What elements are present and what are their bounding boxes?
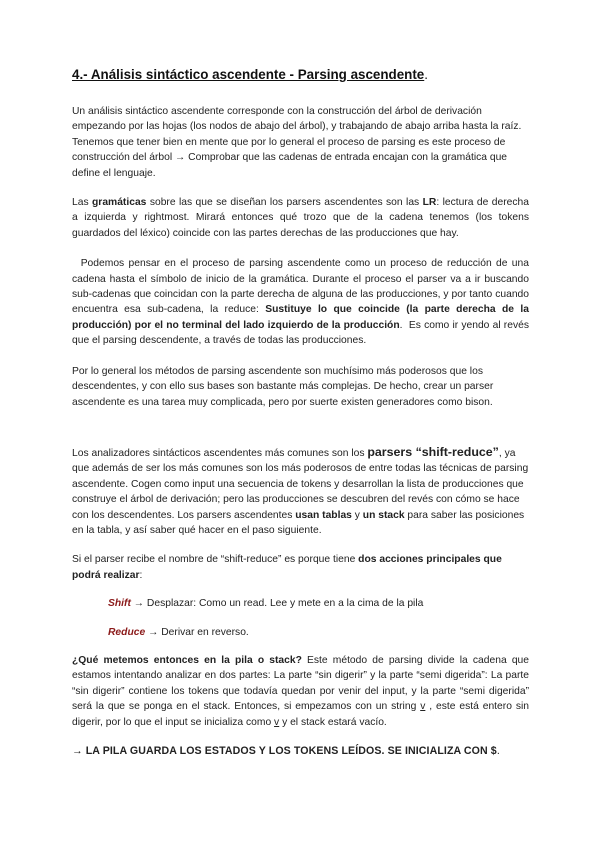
bold-dos-acciones: dos acciones principales que podrá realizar xyxy=(72,554,502,581)
paragraph-shift-reduce xyxy=(72,445,529,538)
text-span: : xyxy=(139,569,143,581)
conclusion-dot: . xyxy=(496,745,500,757)
text-span: : lectura de derecha a izquierda y rightmost. Mirará entonces qué trozo que de la cadena tenemos (los tokens guardados del léxico) coincide con las partes derechas de las producciones que hay. xyxy=(72,197,530,239)
text-span: para saber las posiciones en la tabla, y así saber qué hacer en el paso siguiente. xyxy=(72,509,525,536)
text-span: . Es como ir yendo al revés que el parsing descendente, a través de todas las producciones. xyxy=(72,319,532,347)
paragraph-power: Por lo general los métodos de parsing ascendente son muchísimo más poderosos que los descendentes, y con ello sus bases son bastante más complejas. De hecho, crear un parser ascendente es una tarea muy complicada, pero por suerte existen generadores como bison. xyxy=(72,365,494,408)
text-span: Las xyxy=(72,197,93,209)
text-span: Este método de parsing divide la cadena que estamos intentando analizar en dos partes: La parte “sin digerir” y la parte “semi digerida”: La parte “sin digerir” contiene los tokens que todavía quedan por venir del input, y la parte “semi digerida” será la que se ponga en el stack. Entonces, si empezamos con un string xyxy=(72,654,529,713)
bold-gramaticas: gramáticas xyxy=(92,197,147,209)
bold-lr: LR xyxy=(422,197,437,209)
paragraph-stack xyxy=(72,653,529,730)
heading-dot: . xyxy=(424,67,428,82)
bold-sustituye: Sustituye lo que coincide (la parte derecha de la producción) por el no terminal del lado izquierdo de la producción xyxy=(72,304,532,331)
text-span: y el stack estará vacío. xyxy=(279,716,387,728)
paragraph-reduction xyxy=(72,256,532,348)
heading-title: 4.- Análisis sintáctico ascendente - Parsing ascendente xyxy=(72,67,425,82)
text-span: , este está entero sin digerir, por lo que el input se inicializa como xyxy=(72,701,529,728)
shift-keyword: Shift xyxy=(108,598,131,610)
underline-v: v xyxy=(274,716,280,728)
text-span: , ya que además de ser los más comunes son los más poderosos de entre todas las técnicas de parsing ascendente. Cogen como input una secuencia de tokens y desarrollan la lista de producciones que construye el árbol de derivación; pero las producciones se descubren del revés con cómo se hace con los descendentes. Los parsers ascendentes xyxy=(72,447,529,521)
paragraph-intro: Un análisis sintáctico ascendente corresponde con la construcción del árbol de derivación empezando por las hojas (los nodos de abajo del árbol), y trabajando de abajo arriba hasta la raíz. Tenemos que tener bien en mente que por lo general el proceso de parsing es este proceso de construcción del árbol → Comprobar que las cadenas de entrada encajan con la gramática que define el lenguaje. xyxy=(72,106,522,179)
shift-description: → Desplazar: Como un read. Lee y mete en a la cima de la pila xyxy=(130,598,424,610)
action-reduce xyxy=(108,625,529,640)
paragraph-actions xyxy=(72,552,529,583)
text-span: Podemos pensar en el proceso de parsing ascendente como un proceso de reducción de una cadena hasta el símbolo de inicio de la gramática. Durante el proceso el parser va a ir buscando sub-cadenas que coincidan con la parte derecha de alguna de las producciones, y por tanto cuando encuentra esa sub-cadena, la reduce: xyxy=(72,258,532,316)
conclusion-text: → LA PILA GUARDA LOS ESTADOS Y LOS TOKENS LEÍDOS. SE INICIALIZA CON $ xyxy=(72,745,497,757)
bold-question: ¿Qué metemos entonces en la pila o stack? xyxy=(72,654,302,666)
text-span: Los analizadores sintácticos ascendentes más comunes son los xyxy=(72,447,368,459)
section-heading xyxy=(72,66,529,84)
text-span: Si el parser recibe el nombre de “shift-reduce” es porque tiene xyxy=(72,554,359,566)
underline-v: v xyxy=(420,701,426,713)
bold-usan-tablas: usan tablas xyxy=(295,509,352,521)
bold-parsers-shift-reduce: parsers “shift-reduce” xyxy=(367,444,499,459)
action-shift xyxy=(108,596,529,611)
bold-un-stack: un stack xyxy=(362,509,405,521)
text-span: y xyxy=(351,509,363,521)
paragraph-grammars xyxy=(72,195,529,241)
paragraph-conclusion xyxy=(72,744,529,759)
text-span: sobre las que se diseñan los parsers ascendentes son las xyxy=(146,197,423,209)
document-page xyxy=(72,66,532,759)
reduce-keyword: Reduce xyxy=(108,626,146,638)
reduce-description: → Derivar en reverso. xyxy=(145,626,249,638)
